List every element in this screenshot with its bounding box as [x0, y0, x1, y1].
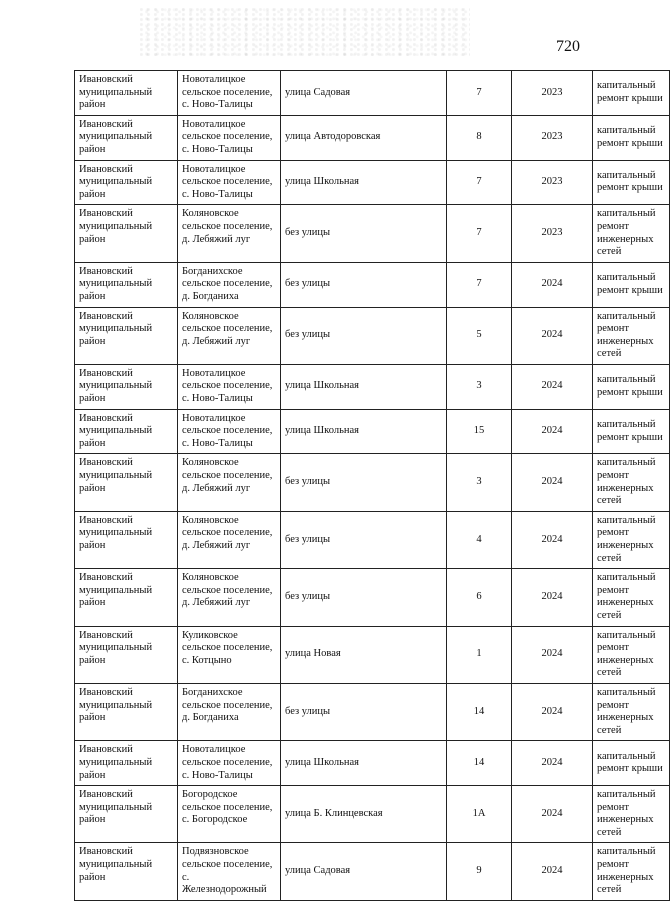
settlement-cell: Новоталицкое сельское поселение, с. Ново-Талицы — [178, 160, 281, 205]
street-cell: без улицы — [281, 307, 447, 364]
house-number-cell: 1А — [447, 786, 512, 843]
registry-table-body — [75, 71, 670, 901]
table-row — [75, 626, 670, 683]
settlement-cell: Новоталицкое сельское поселение, с. Ново-Талицы — [178, 115, 281, 160]
house-number-cell: 7 — [447, 71, 512, 116]
table-row — [75, 71, 670, 116]
registry-table — [74, 70, 670, 901]
street-cell: без улицы — [281, 569, 447, 626]
table-row — [75, 409, 670, 454]
street-cell: без улицы — [281, 262, 447, 307]
settlement-cell: Новоталицкое сельское поселение, с. Ново-Талицы — [178, 409, 281, 454]
year-cell: 2023 — [512, 205, 593, 262]
house-number-cell: 6 — [447, 569, 512, 626]
settlement-cell: Подвязновское сельское поселение, с. Железнодорожный — [178, 843, 281, 900]
table-row — [75, 115, 670, 160]
settlement-cell: Богданихское сельское поселение, д. Богданиха — [178, 262, 281, 307]
year-cell: 2024 — [512, 843, 593, 900]
table-row — [75, 364, 670, 409]
house-number-cell: 14 — [447, 683, 512, 740]
year-cell: 2023 — [512, 115, 593, 160]
work-type-cell: капитальный ремонт крыши — [593, 409, 670, 454]
settlement-cell: Новоталицкое сельское поселение, с. Ново-Талицы — [178, 71, 281, 116]
settlement-cell: Коляновское сельское поселение, д. Лебяжий луг — [178, 454, 281, 511]
year-cell: 2023 — [512, 71, 593, 116]
house-number-cell: 5 — [447, 307, 512, 364]
district-cell: Ивановский муниципальный район — [75, 741, 178, 786]
settlement-cell: Коляновское сельское поселение, д. Лебяжий луг — [178, 205, 281, 262]
house-number-cell: 8 — [447, 115, 512, 160]
year-cell: 2024 — [512, 741, 593, 786]
work-type-cell: капитальный ремонт инженерных сетей — [593, 307, 670, 364]
settlement-cell: Богородское сельское поселение, с. Богородское — [178, 786, 281, 843]
year-cell: 2024 — [512, 364, 593, 409]
work-type-cell: капитальный ремонт инженерных сетей — [593, 683, 670, 740]
table-row — [75, 741, 670, 786]
street-cell: улица Школьная — [281, 409, 447, 454]
district-cell: Ивановский муниципальный район — [75, 786, 178, 843]
work-type-cell: капитальный ремонт инженерных сетей — [593, 786, 670, 843]
year-cell: 2024 — [512, 262, 593, 307]
street-cell: улица Школьная — [281, 364, 447, 409]
district-cell: Ивановский муниципальный район — [75, 683, 178, 740]
street-cell: улица Садовая — [281, 71, 447, 116]
work-type-cell: капитальный ремонт инженерных сетей — [593, 205, 670, 262]
work-type-cell: капитальный ремонт инженерных сетей — [593, 569, 670, 626]
house-number-cell: 7 — [447, 262, 512, 307]
year-cell: 2024 — [512, 511, 593, 568]
street-cell: улица Садовая — [281, 843, 447, 900]
year-cell: 2024 — [512, 569, 593, 626]
house-number-cell: 3 — [447, 364, 512, 409]
year-cell: 2024 — [512, 409, 593, 454]
work-type-cell: капитальный ремонт крыши — [593, 160, 670, 205]
settlement-cell: Новоталицкое сельское поселение, с. Ново-Талицы — [178, 364, 281, 409]
table-row — [75, 511, 670, 568]
table-row — [75, 683, 670, 740]
table-row — [75, 786, 670, 843]
street-cell: без улицы — [281, 511, 447, 568]
street-cell: без улицы — [281, 454, 447, 511]
table-row — [75, 262, 670, 307]
work-type-cell: капитальный ремонт инженерных сетей — [593, 454, 670, 511]
scan-noise — [140, 8, 470, 56]
district-cell: Ивановский муниципальный район — [75, 626, 178, 683]
table-row — [75, 307, 670, 364]
street-cell: улица Школьная — [281, 160, 447, 205]
table-row — [75, 569, 670, 626]
district-cell: Ивановский муниципальный район — [75, 511, 178, 568]
work-type-cell: капитальный ремонт инженерных сетей — [593, 843, 670, 900]
settlement-cell: Новоталицкое сельское поселение, с. Ново-Талицы — [178, 741, 281, 786]
district-cell: Ивановский муниципальный район — [75, 569, 178, 626]
district-cell: Ивановский муниципальный район — [75, 262, 178, 307]
house-number-cell: 14 — [447, 741, 512, 786]
work-type-cell: капитальный ремонт крыши — [593, 71, 670, 116]
street-cell: улица Школьная — [281, 741, 447, 786]
year-cell: 2024 — [512, 626, 593, 683]
district-cell: Ивановский муниципальный район — [75, 409, 178, 454]
settlement-cell: Коляновское сельское поселение, д. Лебяжий луг — [178, 511, 281, 568]
year-cell: 2024 — [512, 683, 593, 740]
table-row — [75, 454, 670, 511]
work-type-cell: капитальный ремонт инженерных сетей — [593, 626, 670, 683]
table-row — [75, 160, 670, 205]
table-row — [75, 843, 670, 900]
year-cell: 2024 — [512, 454, 593, 511]
work-type-cell: капитальный ремонт крыши — [593, 741, 670, 786]
district-cell: Ивановский муниципальный район — [75, 364, 178, 409]
street-cell: улица Автодоровская — [281, 115, 447, 160]
street-cell: улица Новая — [281, 626, 447, 683]
settlement-cell: Богданихское сельское поселение, д. Богданиха — [178, 683, 281, 740]
settlement-cell: Коляновское сельское поселение, д. Лебяжий луг — [178, 569, 281, 626]
house-number-cell: 9 — [447, 843, 512, 900]
work-type-cell: капитальный ремонт инженерных сетей — [593, 511, 670, 568]
street-cell: без улицы — [281, 683, 447, 740]
street-cell: улица Б. Клинцевская — [281, 786, 447, 843]
work-type-cell: капитальный ремонт крыши — [593, 115, 670, 160]
settlement-cell: Коляновское сельское поселение, д. Лебяжий луг — [178, 307, 281, 364]
house-number-cell: 15 — [447, 409, 512, 454]
year-cell: 2023 — [512, 160, 593, 205]
house-number-cell: 7 — [447, 205, 512, 262]
settlement-cell: Куликовское сельское поселение, с. Котцыно — [178, 626, 281, 683]
district-cell: Ивановский муниципальный район — [75, 205, 178, 262]
house-number-cell: 1 — [447, 626, 512, 683]
year-cell: 2024 — [512, 786, 593, 843]
year-cell: 2024 — [512, 307, 593, 364]
table-row — [75, 205, 670, 262]
page-number: 720 — [556, 38, 580, 55]
district-cell: Ивановский муниципальный район — [75, 307, 178, 364]
district-cell: Ивановский муниципальный район — [75, 71, 178, 116]
district-cell: Ивановский муниципальный район — [75, 115, 178, 160]
house-number-cell: 3 — [447, 454, 512, 511]
house-number-cell: 4 — [447, 511, 512, 568]
district-cell: Ивановский муниципальный район — [75, 160, 178, 205]
street-cell: без улицы — [281, 205, 447, 262]
district-cell: Ивановский муниципальный район — [75, 843, 178, 900]
work-type-cell: капитальный ремонт крыши — [593, 262, 670, 307]
house-number-cell: 7 — [447, 160, 512, 205]
work-type-cell: капитальный ремонт крыши — [593, 364, 670, 409]
district-cell: Ивановский муниципальный район — [75, 454, 178, 511]
